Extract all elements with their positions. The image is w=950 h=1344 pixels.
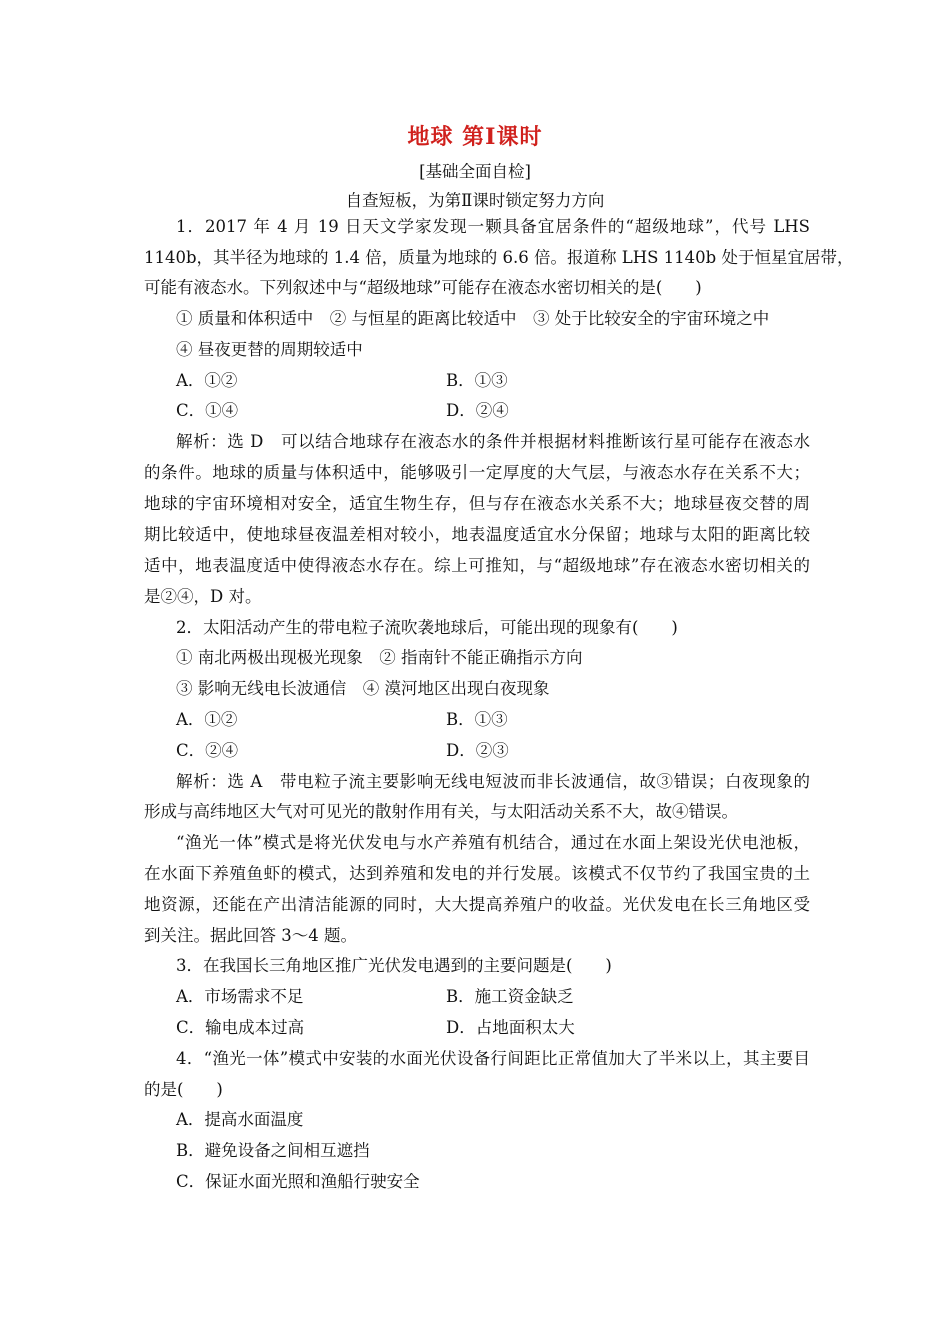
passage-line-4: 到关注。据此回答 3～4 题。	[144, 926, 357, 945]
q1-stem-line-3: 可能有液态水。下列叙述中与“超级地球”可能存在液态水密切相关的是( )	[144, 278, 702, 297]
q2-statements-line-2: ③ 影响无线电长波通信 ④ 漠河地区出现白夜现象	[176, 679, 550, 698]
q2-stem: 2．太阳活动产生的带电粒子流吹袭地球后，可能出现的现象有( )	[176, 618, 678, 637]
q2-analysis-line-1: 解析：选 A 带电粒子流主要影响无线电短波而非长波通信，故③错误；白夜现象的	[176, 772, 810, 791]
q1-analysis-line-4: 期比较适中，使地球昼夜温差相对较小，地表温度适宜水分保留；地球与太阳的距离比较	[144, 525, 810, 544]
q2-option-b: B．①③	[446, 710, 508, 729]
q1-analysis-line-5: 适中，地表温度适中使得液态水存在。综上可推知，与“超级地球”存在液态水密切相关的	[144, 556, 810, 575]
q2-option-a: A．①②	[176, 710, 238, 729]
q3-option-c: C．输电成本过高	[176, 1018, 305, 1037]
q3-option-a: A．市场需求不足	[176, 987, 304, 1006]
q2-analysis-line-2: 形成与高纬地区大气对可见光的散射作用有关，与太阳活动关系不大，故④错误。	[144, 802, 738, 821]
q4-option-b: B．避免设备之间相互遮挡	[176, 1141, 370, 1160]
q2-option-c: C．②④	[176, 741, 239, 760]
q3-option-b: B．施工资金缺乏	[446, 987, 574, 1006]
q4-option-c: C．保证水面光照和渔船行驶安全	[176, 1172, 420, 1191]
q1-analysis-line-2: 的条件。地球的质量与体积适中，能够吸引一定厚度的大气层，与液态水存在关系不大；	[144, 463, 810, 482]
q4-stem-line-1: 4．“渔光一体”模式中安装的水面光伏设备行间距比正常值加大了半米以上，其主要目	[176, 1049, 810, 1068]
q1-option-b: B．①③	[446, 371, 508, 390]
q3-option-d: D．占地面积太大	[446, 1018, 575, 1037]
q1-statements-line-2: ④ 昼夜更替的周期较适中	[176, 340, 363, 359]
q1-option-a: A．①②	[176, 371, 238, 390]
q1-analysis-line-3: 地球的宇宙环境相对安全，适宜生物生存，但与存在液态水关系不大；地球昼夜交替的周	[144, 494, 810, 513]
q2-statements-line-1: ① 南北两极出现极光现象 ② 指南针不能正确指示方向	[176, 648, 583, 667]
section-subheading: 自查短板，为第Ⅱ课时锁定努力方向	[345, 191, 605, 210]
q3-stem: 3．在我国长三角地区推广光伏发电遇到的主要问题是( )	[176, 956, 612, 975]
page-title: 地球 第Ⅰ课时	[407, 124, 543, 150]
passage-line-3: 地资源，还能在产出清洁能源的同时，大大提高养殖户的收益。光伏发电在长三角地区受	[144, 895, 810, 914]
passage-line-2: 在水面下养殖鱼虾的模式，达到养殖和发电的并行发展。该模式不仅节约了我国宝贵的土	[144, 864, 810, 883]
q1-analysis-line-1: 解析：选 D 可以结合地球存在液态水的条件并根据材料推断该行星可能存在液态水	[176, 432, 810, 451]
q1-analysis-line-6: 是②④，D 对。	[144, 587, 262, 606]
q1-statements-line-1: ① 质量和体积适中 ② 与恒星的距离比较适中 ③ 处于比较安全的宇宙环境之中	[176, 309, 770, 328]
q1-option-d: D．②④	[446, 401, 509, 420]
q1-option-c: C．①④	[176, 401, 239, 420]
q1-stem-line-1: 1．2017 年 4 月 19 日天文学家发现一颗具备宜居条件的“超级地球”，代号 LHS	[176, 217, 810, 236]
q4-stem-line-2: 的是( )	[144, 1080, 223, 1099]
q1-stem-line-2: 1140b，其半径为地球的 1.4 倍，质量为地球的 6.6 倍。报道称 LHS 1140b 处于恒星宜居带，	[144, 248, 854, 267]
section-heading: [基础全面自检]	[419, 162, 531, 181]
q2-option-d: D．②③	[446, 741, 509, 760]
passage-line-1: “渔光一体”模式是将光伏发电与水产养殖有机结合，通过在水面上架设光伏电池板，	[176, 833, 810, 852]
q4-option-a: A．提高水面温度	[176, 1110, 304, 1129]
